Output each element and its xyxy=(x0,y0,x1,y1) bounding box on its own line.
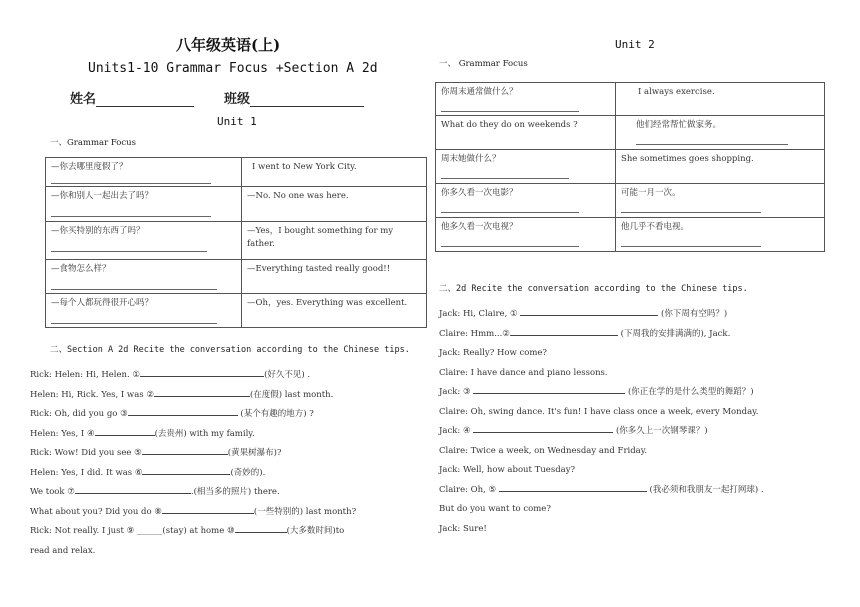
conversation-line: Jack: Well, how about Tuesday? xyxy=(439,465,576,475)
table-row xyxy=(46,222,427,260)
table-cell: I always exercise. xyxy=(616,83,825,116)
name-line[interactable] xyxy=(96,93,194,107)
table-cell: 你周末通常做什么？ xyxy=(436,83,616,116)
table-cell: 他几乎不看电视。 xyxy=(616,218,825,252)
table-row xyxy=(46,187,427,222)
conversation-line: Claire: Oh, swing dance. It's fun! I have class once a week, every Monday. xyxy=(439,406,759,417)
conversation-line: Rick: Wow! Did you see ⑤ (黄果树瀑布)? xyxy=(30,444,356,464)
answer-blank[interactable] xyxy=(235,522,287,533)
conversation-line: We took ⑦ .(相当多的照片) there. xyxy=(30,483,356,503)
answer-blank[interactable] xyxy=(142,444,228,455)
table-cell: —你去哪里度假了？ xyxy=(46,158,242,187)
table-cell: —Everything tasted really good!! xyxy=(242,260,427,294)
table-cell: —食物怎么样？ xyxy=(46,260,242,294)
table-row xyxy=(436,116,825,150)
answer-blank[interactable] xyxy=(510,325,618,336)
conversation-line: Rick: Oh, did you go ③ (某个有趣的地方) ? xyxy=(30,405,356,425)
conversation-line: Jack: Sure! xyxy=(439,523,487,534)
conversation-line: Rick: Not really. I just ⑨ ______(stay) at home ⑩ (大多数时间)to xyxy=(30,522,356,542)
table-row xyxy=(436,184,825,218)
worksheet-title: 八年级英语(上) xyxy=(176,36,281,54)
class-line[interactable] xyxy=(250,93,364,107)
table-row xyxy=(46,294,427,328)
table-cell: 他多久看一次电视？ xyxy=(436,218,616,252)
answer-blank[interactable] xyxy=(140,366,264,377)
table-cell: —每个人都玩得很开心吗？ xyxy=(46,294,242,328)
unit1-grammar-heading: 一、Grammar Focus xyxy=(50,138,137,148)
table-row xyxy=(46,158,427,187)
conversation-line: Claire: Hmm...② (下周我的安排满满的), Jack. xyxy=(439,325,764,345)
table-cell: —Oh，yes. Everything was excellent. xyxy=(242,294,427,328)
table-cell: I went to New York City. xyxy=(242,158,427,187)
conversation-line: Claire: Twice a week, on Wednesday and Friday. xyxy=(439,445,648,456)
table-cell: 周末她做什么？ xyxy=(436,150,616,184)
unit1-conversation xyxy=(30,366,356,561)
answer-blank[interactable] xyxy=(154,386,250,397)
table-cell: She sometimes goes shopping. xyxy=(616,150,825,184)
conversation-line: Claire: I have dance and piano lessons. xyxy=(439,367,608,378)
unit2-conversation-heading: 二、2d Recite the conversation according to the Chinese tips. xyxy=(439,284,748,294)
worksheet-subtitle: Units1-10 Grammar Focus +Section A 2d xyxy=(88,61,378,76)
unit2-grammar-table xyxy=(435,82,825,252)
answer-blank[interactable] xyxy=(128,405,238,416)
table-row xyxy=(46,260,427,294)
table-cell: —你和别人一起出去了吗？ xyxy=(46,187,242,222)
unit1-title: Unit 1 xyxy=(217,115,257,128)
conversation-line: Helen: Yes, I did. It was ⑥ (奇妙的). xyxy=(30,464,356,484)
conversation-line: Jack: Really? How come? xyxy=(439,348,547,358)
conversation-line: Jack: Hi, Claire, ① (你下周有空吗？) xyxy=(439,305,764,325)
table-row xyxy=(436,218,825,252)
conversation-line: Jack: ④ (你多久上一次钢琴课？) xyxy=(439,422,764,442)
conversation-line: But do you want to come? xyxy=(439,504,551,514)
answer-blank[interactable] xyxy=(95,425,155,436)
table-cell: What do they do on weekends ? xyxy=(436,116,616,150)
answer-blank[interactable] xyxy=(473,422,613,433)
answer-blank[interactable] xyxy=(499,481,647,492)
table-row xyxy=(436,150,825,184)
answer-blank[interactable] xyxy=(473,383,625,394)
conversation-line: What about you? Did you do ⑧ (一些特别的) last month? xyxy=(30,503,356,523)
conversation-line: Jack: ③ (你正在学的是什么类型的舞蹈？) xyxy=(439,383,764,403)
conversation-line: Claire: Oh, ⑤ (我必须和我朋友一起打网球) . xyxy=(439,481,764,501)
table-cell: —你买特别的东西了吗？ xyxy=(46,222,242,260)
class-field xyxy=(224,88,364,107)
table-cell: —Yes，I bought something for my father. xyxy=(242,222,427,260)
table-cell: 可能一月一次。 xyxy=(616,184,825,218)
unit2-grammar-heading: 一、 Grammar Focus xyxy=(439,59,528,69)
unit1-grammar-table xyxy=(45,157,427,328)
conversation-line: Rick: Helen: Hi, Helen. ① (好久不见) . xyxy=(30,366,356,386)
table-cell: —No. No one was here. xyxy=(242,187,427,222)
answer-blank[interactable] xyxy=(162,503,254,514)
conversation-line: Helen: Yes, I ④ (去贵州) with my family. xyxy=(30,425,356,445)
name-label: 姓名 xyxy=(70,92,97,107)
answer-blank[interactable] xyxy=(75,483,191,494)
answer-blank[interactable] xyxy=(142,464,230,475)
table-cell: 你多久看一次电影？ xyxy=(436,184,616,218)
table-cell: 他们经常帮忙做家务。 xyxy=(616,116,825,150)
class-label: 班级 xyxy=(224,92,251,107)
unit1-conversation-heading: 二、Section A 2d Recite the conversation according to the Chinese tips. xyxy=(50,345,410,355)
unit2-conversation xyxy=(439,305,764,539)
conversation-line: read and relax. xyxy=(30,545,96,556)
name-field xyxy=(70,88,194,107)
unit2-title: Unit 2 xyxy=(615,38,655,51)
conversation-line: Helen: Hi, Rick. Yes, I was ② (在度假) last month. xyxy=(30,386,356,406)
table-row xyxy=(436,83,825,116)
answer-blank[interactable] xyxy=(520,305,658,316)
